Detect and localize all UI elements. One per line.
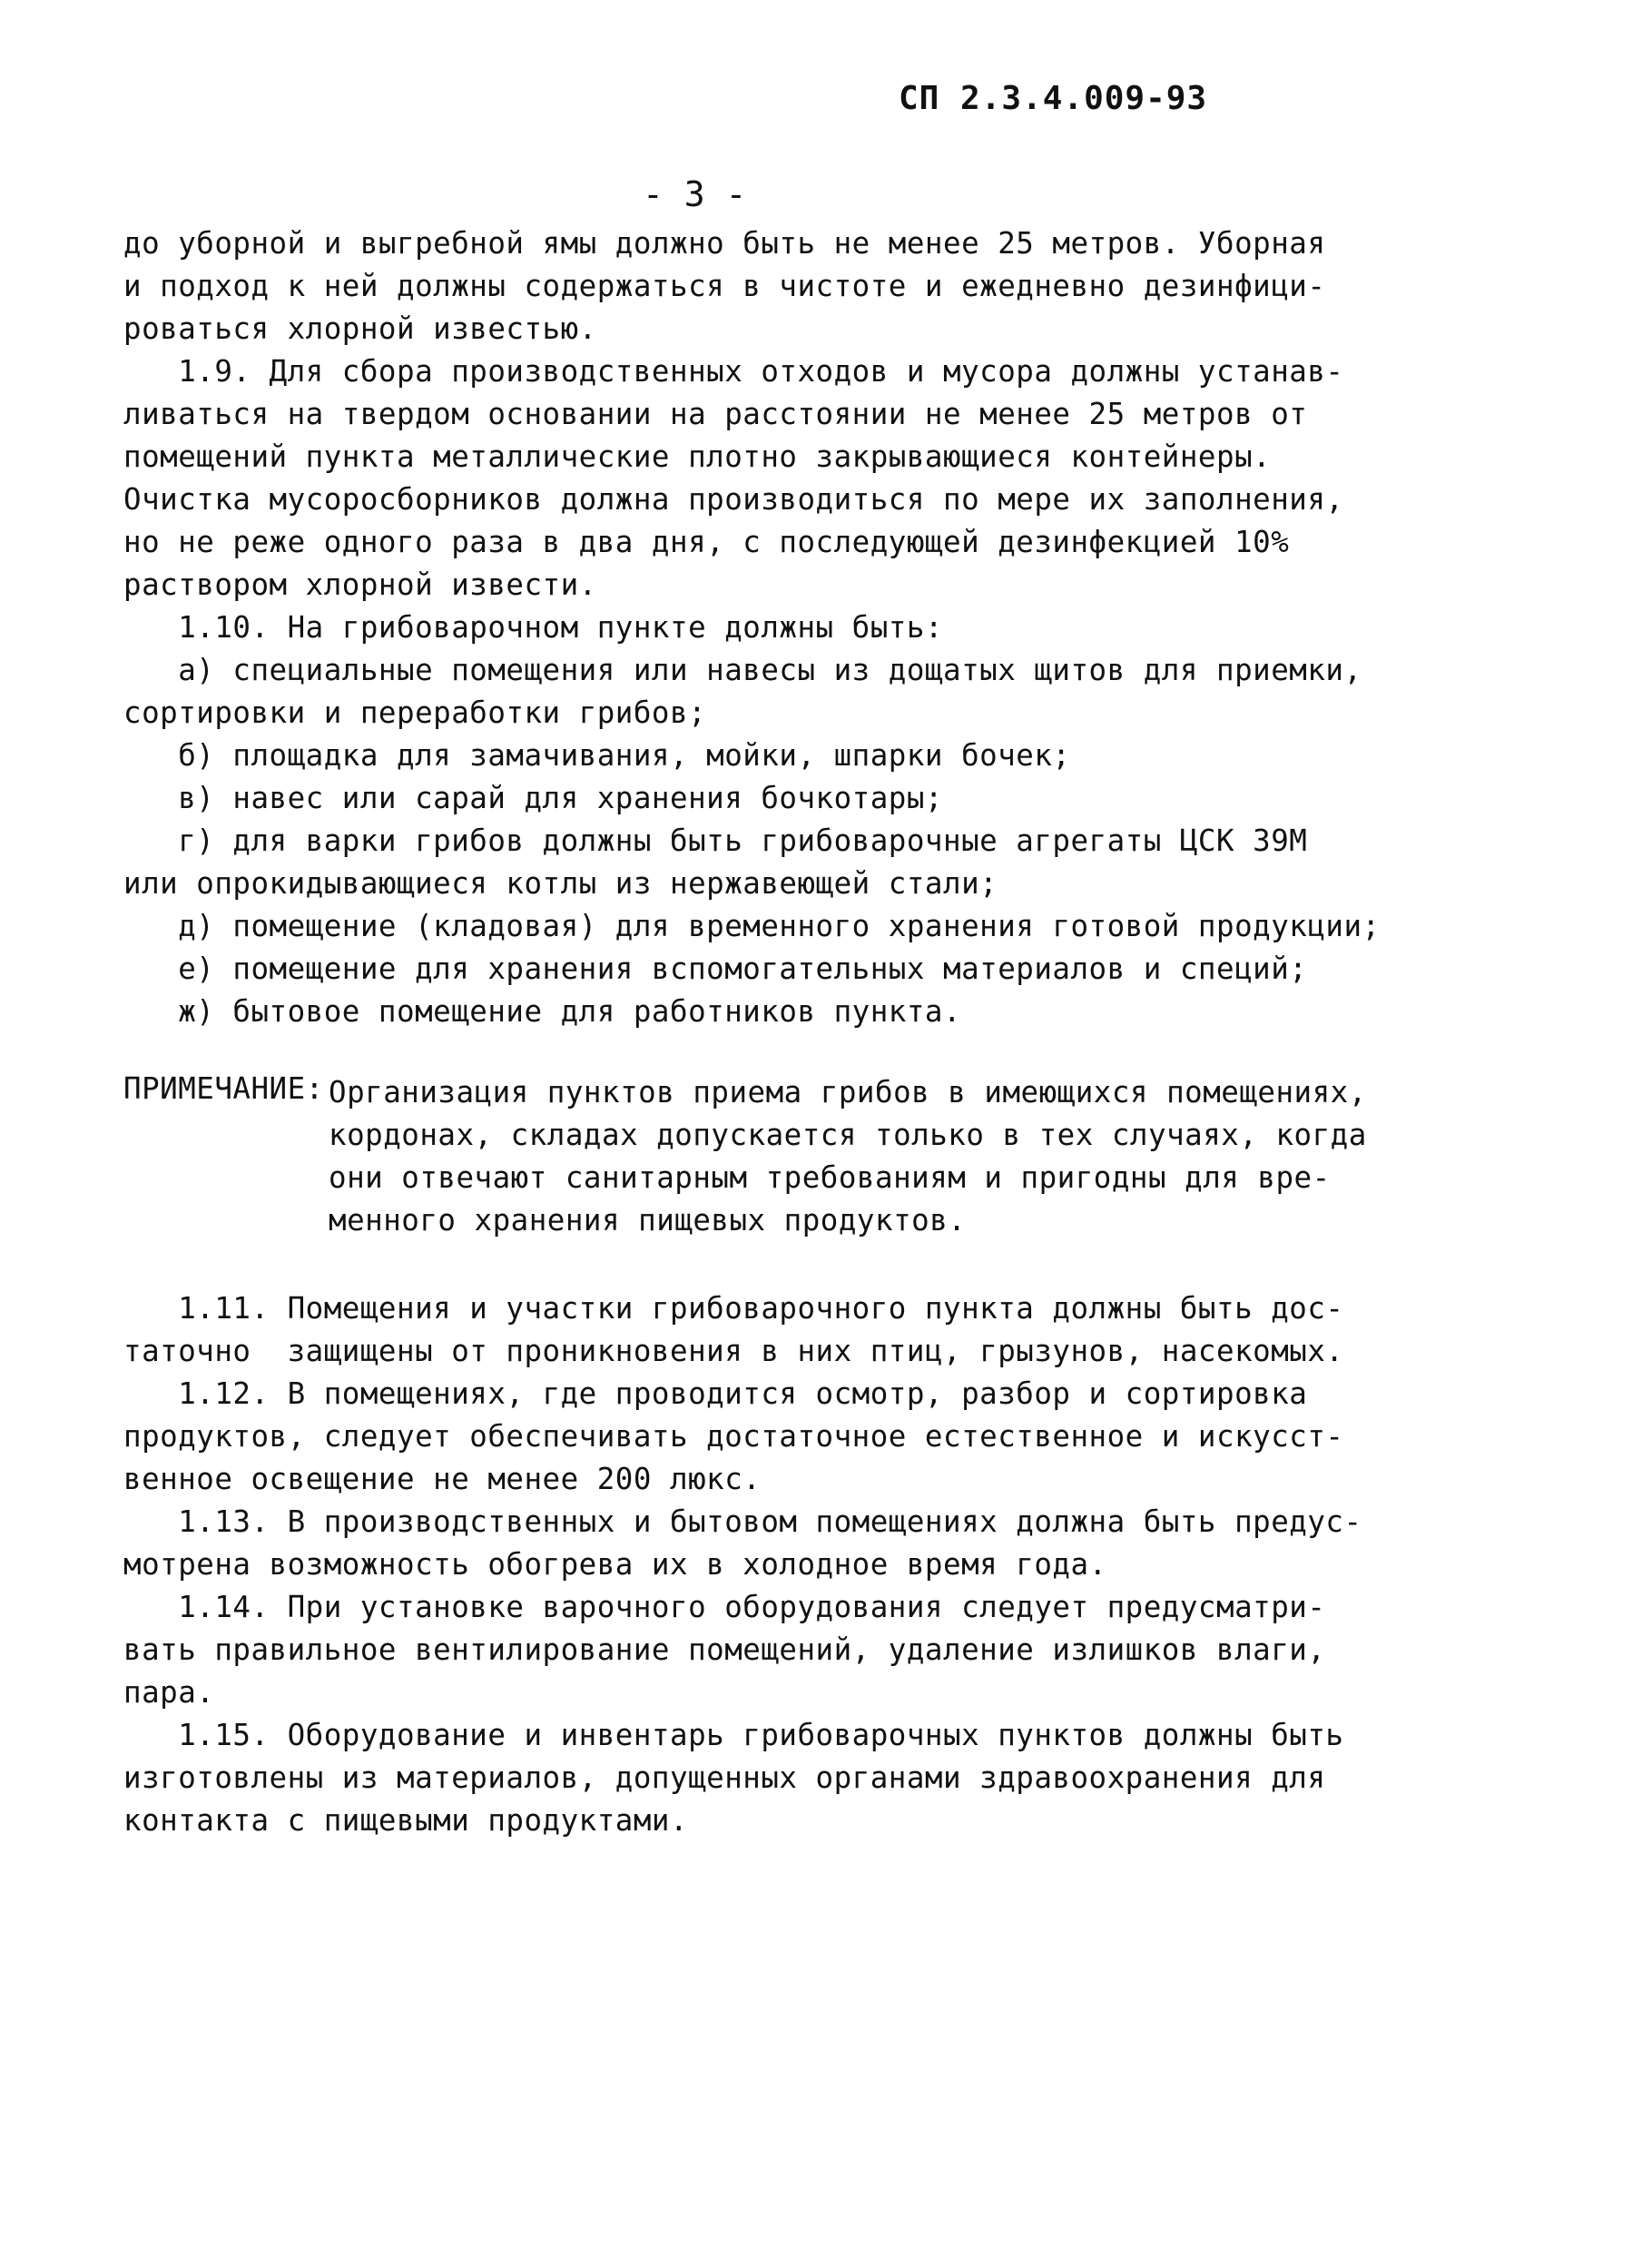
text-line: Организация пунктов приема грибов в имеющихся помещениях,	[329, 1075, 1367, 1109]
text-line: кордонах, складах допускается только в тех случаях, когда	[329, 1118, 1367, 1152]
text-line: Очистка мусоросборников должна производиться по мере их заполнения,	[123, 482, 1344, 517]
text-line: сортировки и переработки грибов;	[123, 695, 707, 730]
text-line: но не реже одного раза в два дня, с последующей дезинфекцией 10%	[123, 525, 1290, 559]
text-line: менного хранения пищевых продуктов.	[329, 1203, 967, 1238]
text-line: пара.	[123, 1675, 215, 1710]
text-line: контакта с пищевыми продуктами.	[123, 1803, 689, 1838]
text-line: они отвечают санитарным требованиям и пригодны для вре-	[329, 1160, 1331, 1195]
text-line: раствором хлорной извести.	[123, 567, 597, 602]
text-line: 1.13. В производственных и бытовом помещениях должна быть предус-	[123, 1504, 1362, 1539]
text-line: роваться хлорной известью.	[123, 311, 597, 346]
text-line: 1.9. Для сбора производственных отходов и мусора должны устанав-	[123, 354, 1344, 389]
text-line: а) специальные помещения или навесы из дощатых щитов для приемки,	[123, 653, 1362, 687]
text-line: д) помещение (кладовая) для временного хранения готовой продукции;	[123, 909, 1381, 943]
text-line: продуктов, следует обеспечивать достаточное естественное и искусст-	[123, 1419, 1344, 1454]
text-line: 1.12. В помещениях, где проводится осмотр, разбор и сортировка	[123, 1376, 1308, 1411]
text-line: в) навес или сарай для хранения бочкотары;	[123, 781, 943, 815]
text-line: до уборной и выгребной ямы должно быть не менее 25 метров. Уборная	[123, 226, 1326, 261]
text-line: или опрокидывающиеся котлы из нержавеющей стали;	[123, 866, 998, 901]
text-line: ливаться на твердом основании на расстоянии не менее 25 метров от	[123, 397, 1308, 431]
text-line: вать правильное вентилирование помещений, удаление излишков влаги,	[123, 1632, 1326, 1667]
text-line: ж) бытовое помещение для работников пункта.	[123, 994, 962, 1029]
document-code: СП 2.3.4.009-93	[899, 80, 1208, 117]
text-line: б) площадка для замачивания, мойки, шпарки бочек;	[123, 738, 1071, 773]
text-line: изготовлены из материалов, допущенных органами здравоохранения для	[123, 1760, 1326, 1795]
text-line: 1.10. На грибоварочном пункте должны быть:	[123, 610, 943, 645]
note-label: ПРИМЕЧАНИЕ:	[123, 1071, 324, 1106]
page-number: - 3 -	[643, 174, 747, 214]
text-line: е) помещение для хранения вспомогательных материалов и специй;	[123, 952, 1308, 986]
text-line: г) для варки грибов должны быть грибоварочные агрегаты ЦСК 39М	[123, 823, 1308, 858]
text-line: 1.15. Оборудование и инвентарь грибоварочных пунктов должны быть	[123, 1718, 1344, 1752]
text-line: и подход к ней должны содержаться в чистоте и ежедневно дезинфици-	[123, 269, 1326, 303]
text-line: 1.14. При установке варочного оборудования следует предусматри-	[123, 1590, 1326, 1624]
text-line: помещений пункта металлические плотно закрывающиеся контейнеры.	[123, 439, 1272, 474]
text-line: мотрена возможность обогрева их в холодное время года.	[123, 1547, 1107, 1582]
text-line: 1.11. Помещения и участки грибоварочного пункта должны быть дос-	[123, 1291, 1344, 1326]
text-line: таточно защищены от проникновения в них птиц, грызунов, насекомых.	[123, 1334, 1344, 1368]
text-line: венное освещение не менее 200 люкс.	[123, 1462, 762, 1496]
